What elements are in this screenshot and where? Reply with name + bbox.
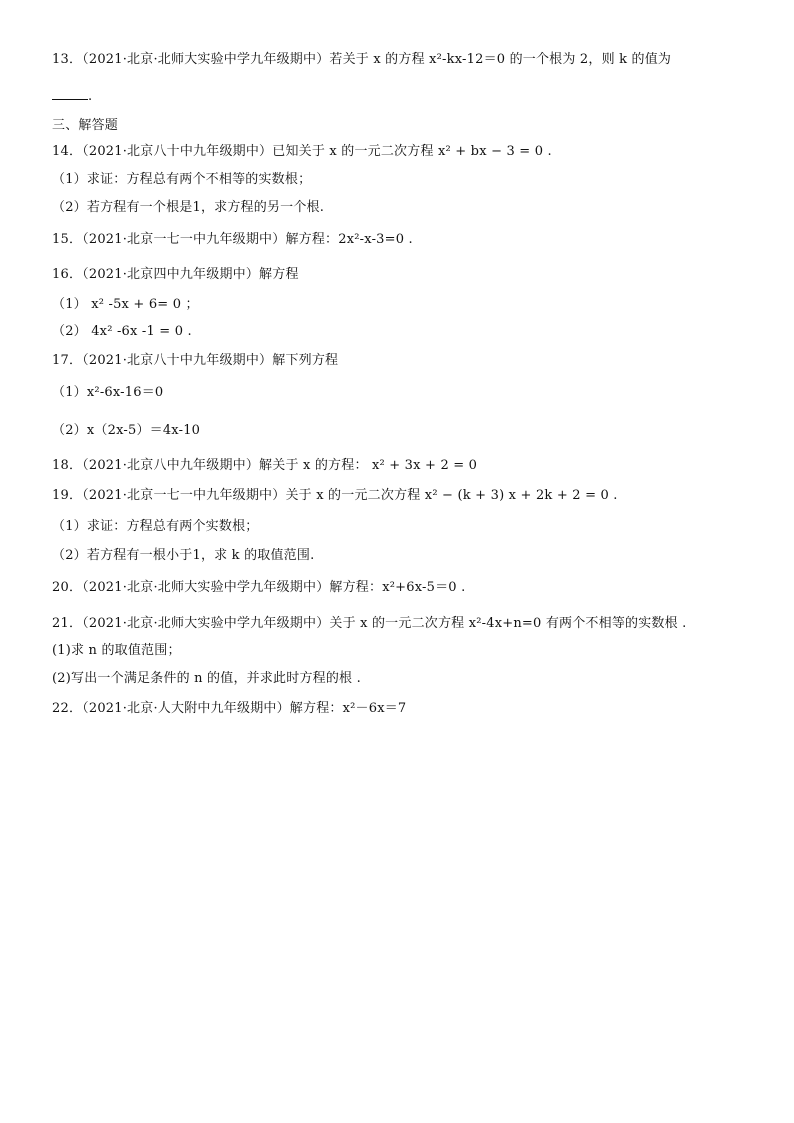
question-20: 20．（2021·北京·北师大实验中学九年级期中）解方程：x²+6x-5＝0 . <box>52 580 466 595</box>
question-13: 13．（2021·北京·北师大实验中学九年级期中）若关于 x 的方程 x²-kx-12＝0 的一个根为 2，则 k 的值为 <box>52 52 672 67</box>
question-17-part-2: （2）x（2x-5）＝4x-10 <box>52 423 201 438</box>
question-21-part-1: (1)求 n 的取值范围； <box>52 643 181 658</box>
question-18: 18．（2021·北京八中九年级期中）解关于 x 的方程： x² + 3x + 2 = 0 <box>52 458 478 473</box>
question-22: 22．（2021·北京·人大附中九年级期中）解方程：x²－6x＝7 <box>52 701 407 716</box>
question-14-part-1: （1）求证：方程总有两个不相等的实数根； <box>52 172 312 187</box>
question-17: 17．（2021·北京八十中九年级期中）解下列方程 <box>52 353 339 368</box>
blank-line <box>52 87 88 100</box>
question-21: 21．（2021·北京·北师大实验中学九年级期中）关于 x 的一元二次方程 x²-4x+n=0 有两个不相等的实数根 . <box>52 616 687 631</box>
answer-blank <box>52 87 92 106</box>
question-19: 19．（2021·北京一七一中九年级期中）关于 x 的一元二次方程 x² − (k + 3) x + 2k + 2 = 0 . <box>52 488 618 503</box>
question-17-part-1: （1）x²-6x-16＝0 <box>52 385 164 400</box>
question-16-part-2: （2） 4x² -6x -1 = 0 . <box>52 324 192 339</box>
section-heading: 三、解答题 <box>52 118 119 133</box>
blank-period: . <box>88 89 93 104</box>
question-21-part-2: (2)写出一个满足条件的 n 的值，并求此时方程的根 . <box>52 671 361 686</box>
question-19-part-1: （1）求证：方程总有两个实数根； <box>52 519 259 534</box>
question-15: 15．（2021·北京一七一中九年级期中）解方程：2x²-x-3=0 . <box>52 232 413 247</box>
question-14: 14．（2021·北京八十中九年级期中）已知关于 x 的一元二次方程 x² + bx − 3 = 0 . <box>52 144 552 159</box>
question-19-part-2: （2）若方程有一根小于1，求 k 的取值范围. <box>52 548 315 563</box>
question-16: 16．（2021·北京四中九年级期中）解方程 <box>52 267 299 282</box>
question-14-part-2: （2）若方程有一个根是1，求方程的另一个根. <box>52 200 325 215</box>
question-16-part-1: （1） x² -5x + 6= 0 ； <box>52 297 199 312</box>
